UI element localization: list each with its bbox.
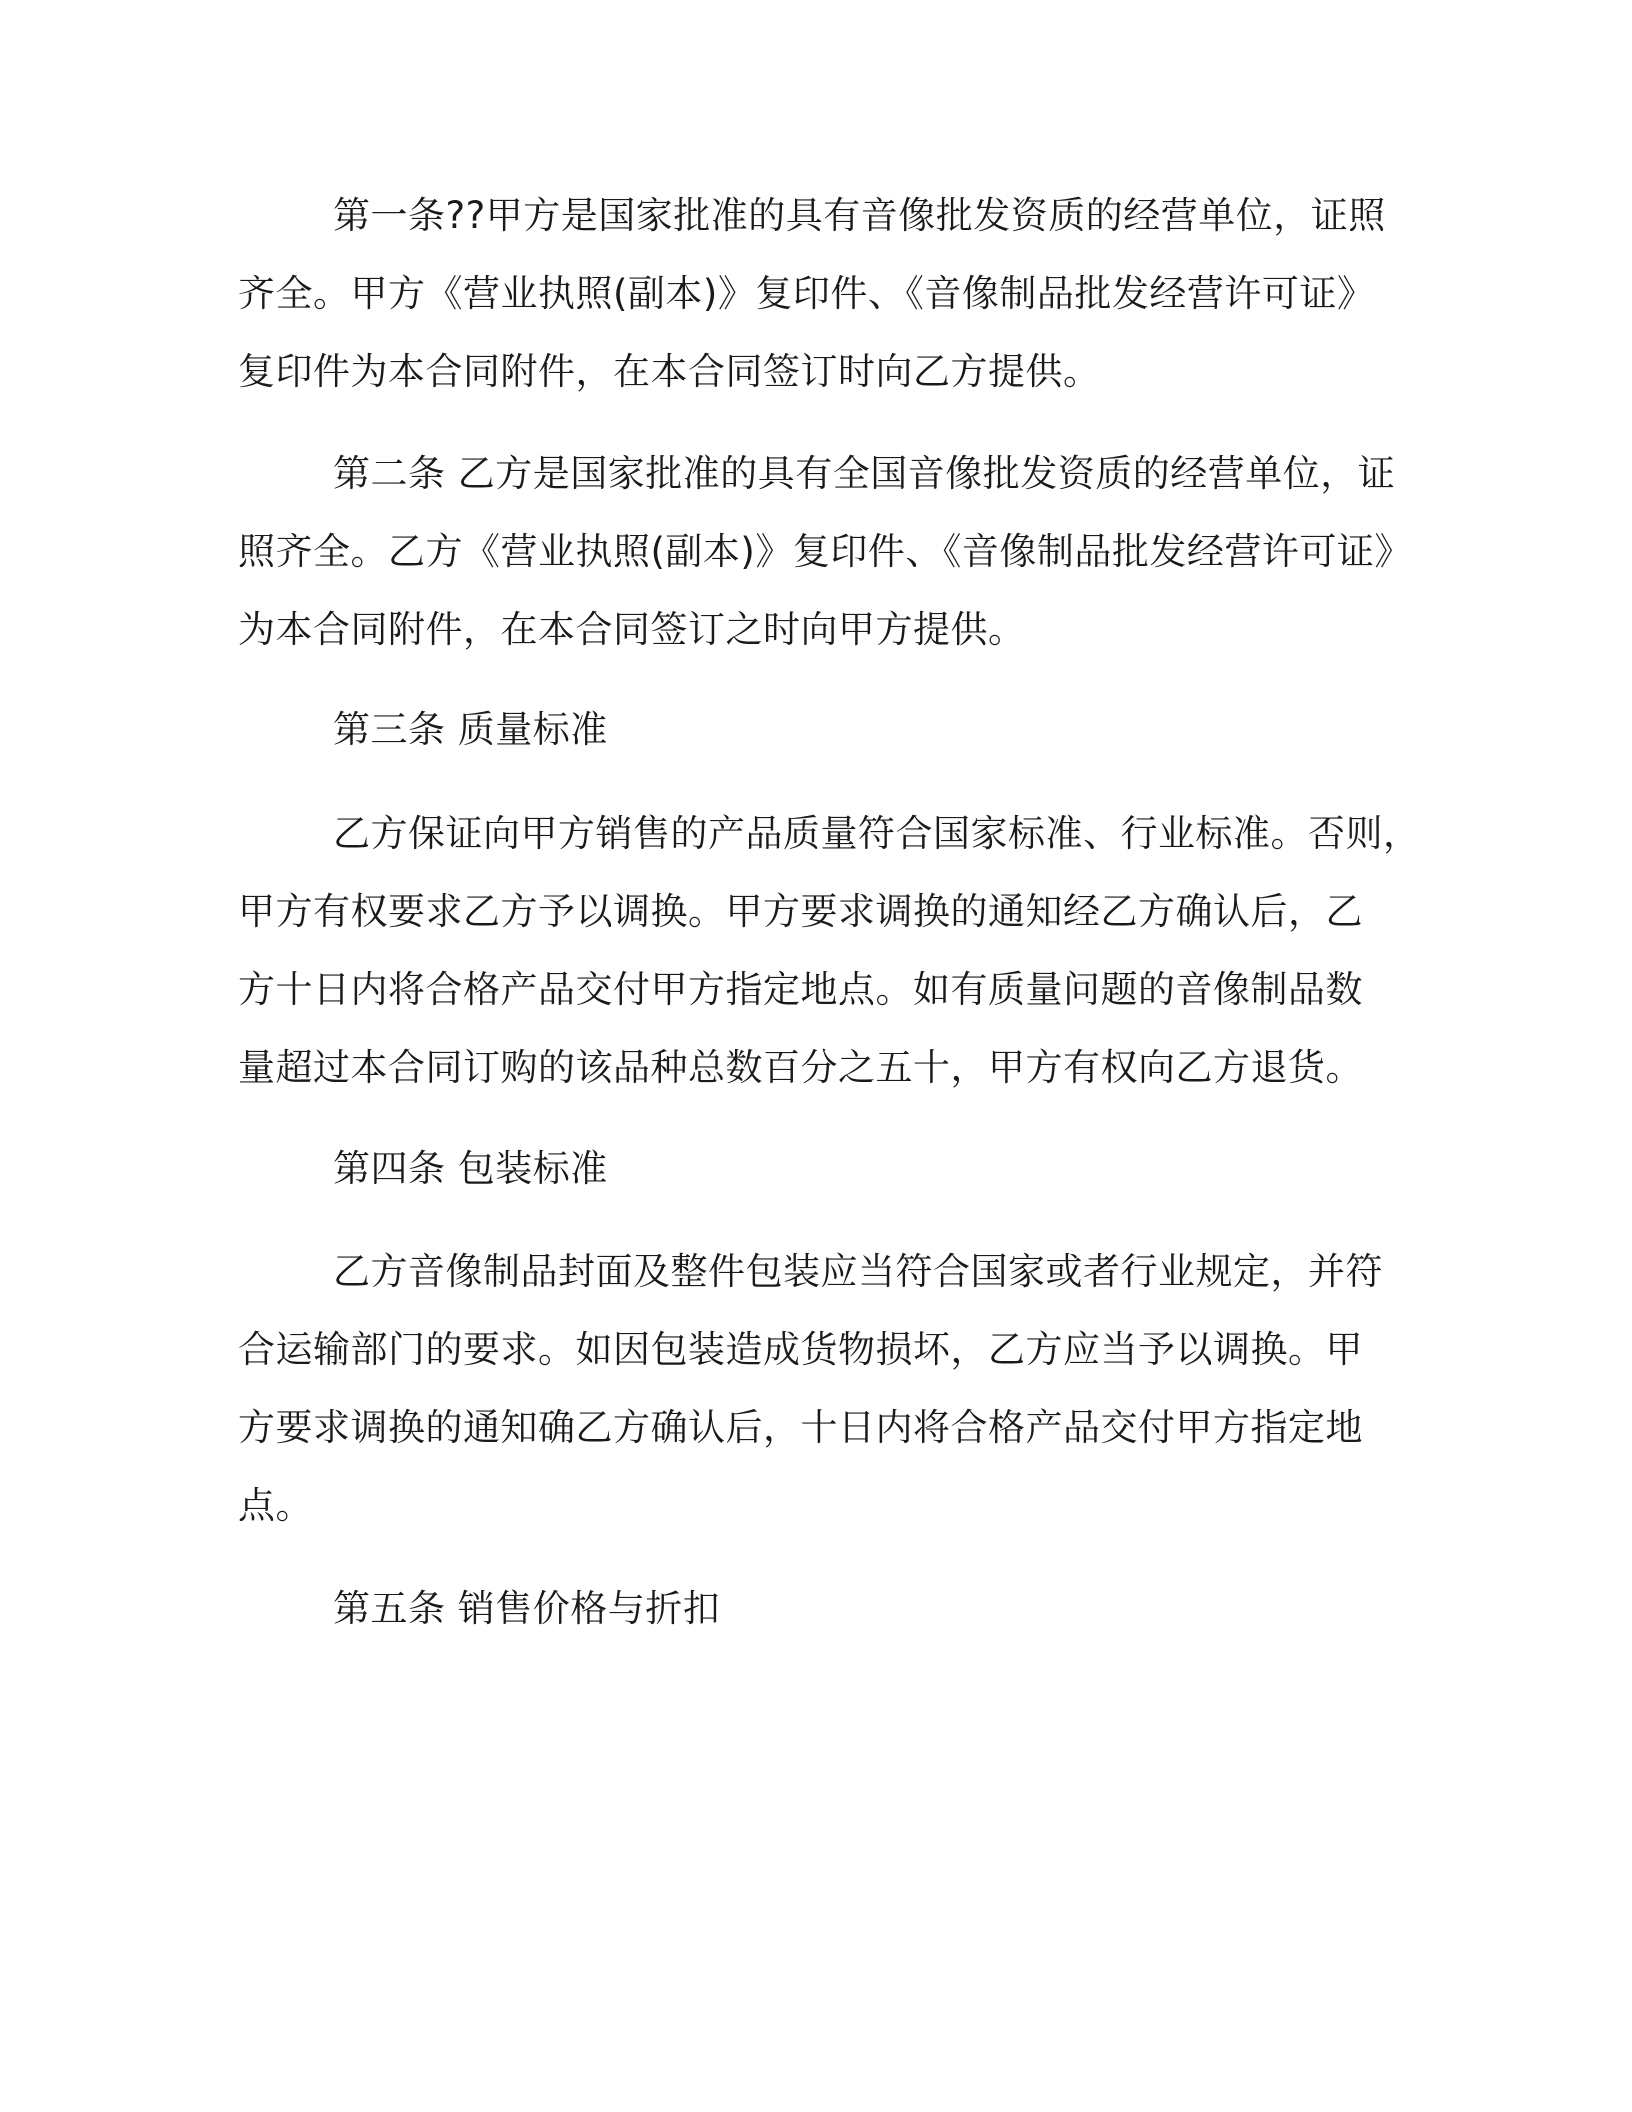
article-1-line-2: 齐全。甲方《营业执照(副本)》复印件、《音像制品批发经营许可证》 [238,272,1375,315]
article-4-line-1: 乙方音像制品封面及整件包装应当符合国家或者行业规定，并符 [333,1250,1383,1293]
article-3-line-4: 量超过本合同订购的该品种总数百分之五十，甲方有权向乙方退货。 [238,1046,1363,1089]
article-2-line-3: 为本合同附件，在本合同签订之时向甲方提供。 [238,608,1026,651]
article-4-heading: 第四条 包装标准 [333,1147,608,1190]
article-2-line-1: 第二条 乙方是国家批准的具有全国音像批发资质的经营单位，证 [333,452,1396,495]
article-2-line-2: 照齐全。乙方《营业执照(副本)》复印件、《音像制品批发经营许可证》 [238,530,1412,573]
article-5-heading: 第五条 销售价格与折扣 [333,1587,721,1630]
article-3-line-2: 甲方有权要求乙方予以调换。甲方要求调换的通知经乙方确认后，乙 [238,890,1363,933]
article-3-line-3: 方十日内将合格产品交付甲方指定地点。如有质量问题的音像制品数 [238,968,1363,1011]
article-3-line-1: 乙方保证向甲方销售的产品质量符合国家标准、行业标准。否则， [333,812,1421,855]
article-4-line-4: 点。 [238,1484,313,1527]
article-4-line-2: 合运输部门的要求。如因包装造成货物损坏，乙方应当予以调换。甲 [238,1328,1363,1371]
article-4-line-3: 方要求调换的通知确乙方确认后，十日内将合格产品交付甲方指定地 [238,1406,1363,1449]
article-3-heading: 第三条 质量标准 [333,708,608,751]
article-1-line-3: 复印件为本合同附件，在本合同签订时向乙方提供。 [238,350,1101,393]
article-1-line-1: 第一条??甲方是国家批准的具有音像批发资质的经营单位，证照 [333,194,1386,237]
